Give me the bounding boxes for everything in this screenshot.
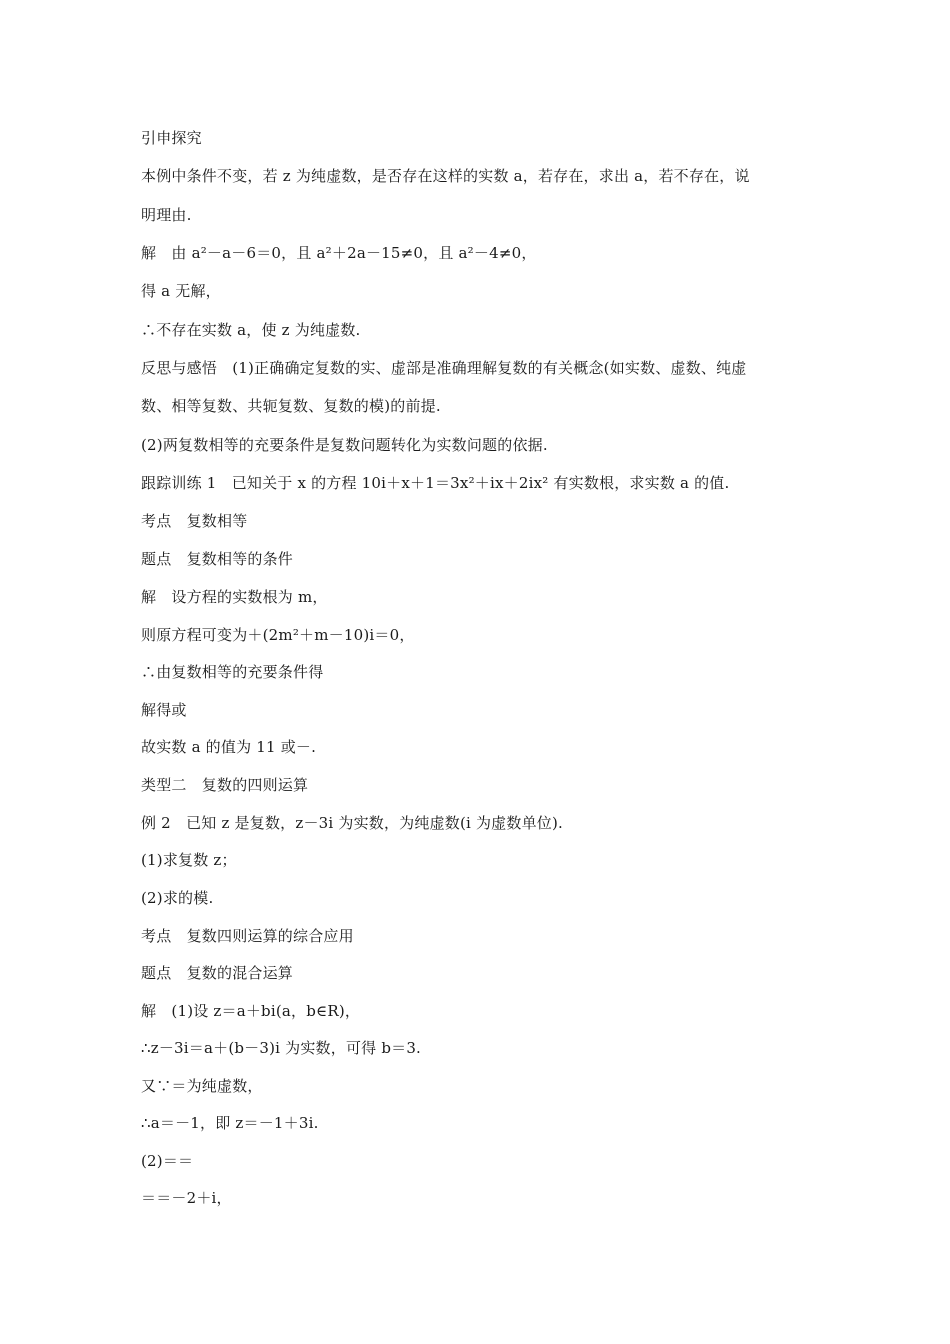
text-line: ∴z－3i＝a＋(b－3)i 为实数，可得 b＝3. [141, 1039, 422, 1057]
text-line: 解 由 a²－a－6＝0，且 a²＋2a－15≠0，且 a²－4≠0， [141, 244, 537, 262]
text-line: 例 2 已知 z 是复数，z－3i 为实数，为纯虚数(i 为虚数单位). [141, 814, 564, 832]
text-line: 得 a 无解， [141, 282, 221, 300]
text-line: 则原方程可变为＋(2m²＋m－10)i＝0， [141, 626, 415, 644]
text-line: 明理由. [141, 206, 192, 224]
text-line: 反思与感悟 (1)正确确定复数的实、虚部是准确理解复数的有关概念(如实数、虚数、纯虚 [141, 359, 747, 377]
text-line: 本例中条件不变，若 z 为纯虚数，是否存在这样的实数 a，若存在，求出 a，若不存在，说 [141, 167, 750, 185]
text-line: 跟踪训练 1 已知关于 x 的方程 10i＋x＋1＝3x²＋ix＋2ix² 有实数根，求实数 a 的值. [141, 474, 730, 492]
text-line: (2)求的模. [141, 889, 214, 907]
text-line: ＝＝－2＋i， [141, 1189, 232, 1207]
text-line: ∴a＝－1，即 z＝－1＋3i. [141, 1114, 319, 1132]
section-heading-type-two: 类型二 复数的四则运算 [141, 776, 309, 794]
text-line: 题点 复数的混合运算 [141, 964, 294, 982]
text-line: 解得或 [141, 701, 187, 719]
section-heading-extension: 引申探究 [141, 129, 202, 147]
text-line: 又∵＝为纯虚数， [141, 1077, 263, 1095]
text-line: 解 设方程的实数根为 m， [141, 588, 328, 606]
text-line: (2)两复数相等的充要条件是复数问题转化为实数问题的依据. [141, 436, 548, 454]
text-line: (2)＝＝ [141, 1152, 194, 1170]
text-line: 题点 复数相等的条件 [141, 550, 294, 568]
text-line: 数、相等复数、共轭复数、复数的模)的前提. [141, 397, 441, 415]
text-line: ∴不存在实数 a，使 z 为纯虚数. [141, 321, 361, 339]
text-line: 解 (1)设 z＝a＋bi(a，b∈R)， [141, 1002, 361, 1020]
text-line: 考点 复数四则运算的综合应用 [141, 927, 354, 945]
text-line: (1)求复数 z； [141, 851, 237, 869]
text-line: ∴由复数相等的充要条件得 [141, 663, 324, 681]
text-line: 考点 复数相等 [141, 512, 248, 530]
text-line: 故实数 a 的值为 11 或－. [141, 738, 317, 756]
